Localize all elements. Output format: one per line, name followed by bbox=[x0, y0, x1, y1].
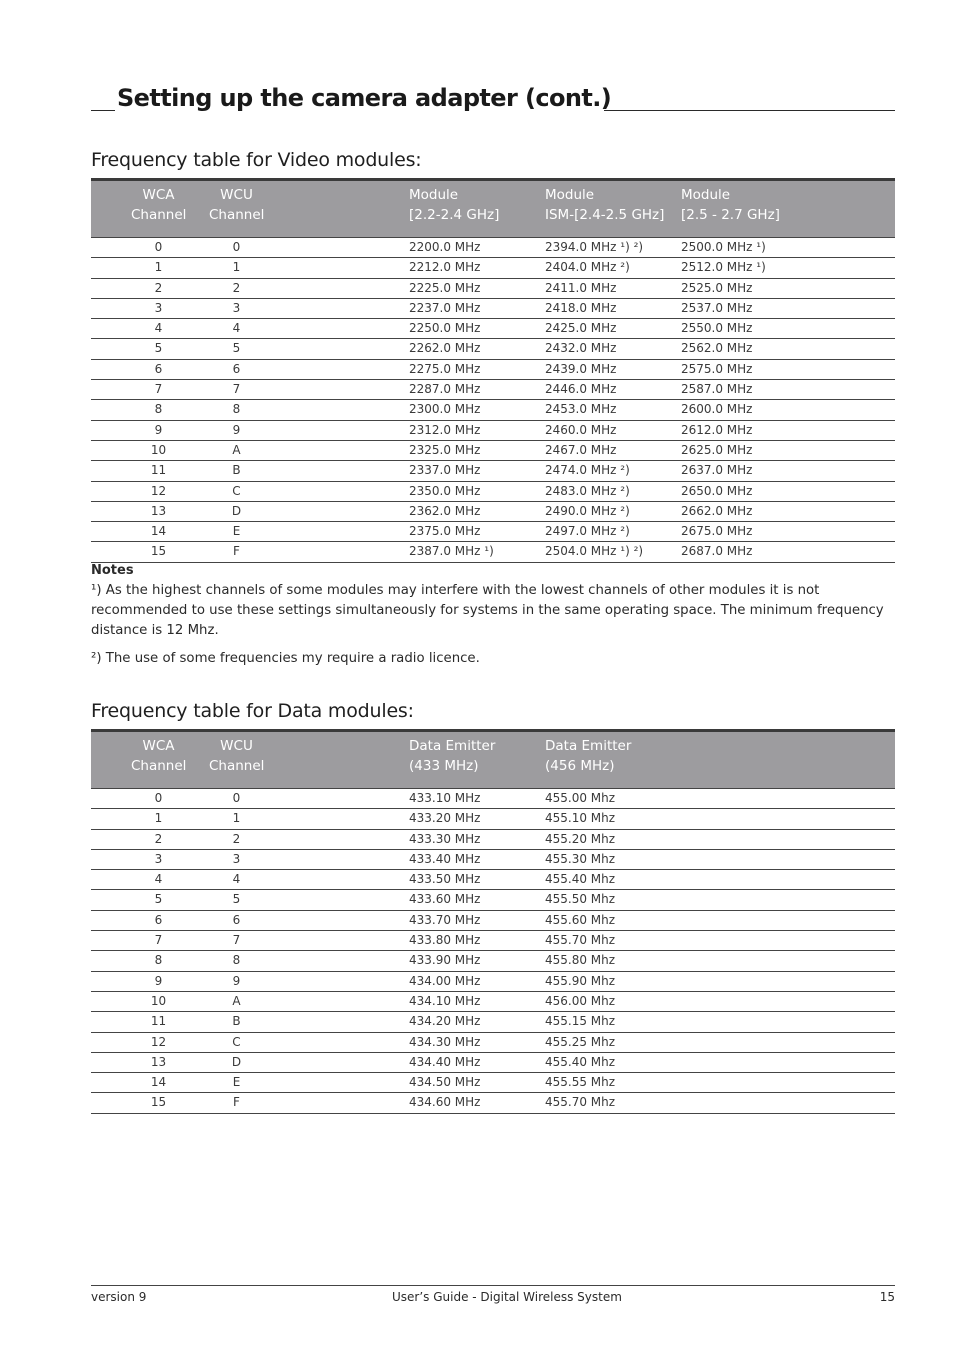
table-cell: 455.30 Mhz bbox=[545, 851, 616, 866]
table-cell: 433.20 MHz bbox=[409, 811, 481, 826]
header-wcu-channel: WCU Channel bbox=[209, 738, 265, 774]
table-cell: 455.50 Mhz bbox=[545, 892, 616, 907]
table-cell: 455.55 Mhz bbox=[545, 1075, 616, 1090]
table-cell: 2404.0 MHz ²) bbox=[545, 260, 630, 275]
table-row bbox=[91, 1033, 895, 1053]
header-data-emitter-456: Data Emitter (456 MHz) bbox=[545, 738, 632, 774]
table-cell: 433.50 MHz bbox=[409, 872, 481, 887]
table-cell: 2439.0 MHz bbox=[545, 361, 617, 376]
table-cell: 3 bbox=[154, 300, 163, 315]
table-cell: 455.80 Mhz bbox=[545, 953, 616, 968]
table-cell: 5 bbox=[232, 341, 241, 356]
table-cell: 7 bbox=[232, 933, 241, 948]
table-row bbox=[91, 522, 895, 542]
table-cell: 2300.0 MHz bbox=[409, 402, 481, 417]
table-cell: 455.90 Mhz bbox=[545, 973, 616, 988]
table-cell: 1 bbox=[232, 260, 241, 275]
note-1: ¹) As the highest channels of some modules may interfere with the lowest channels of other modules it is not recommended to use these settings simultaneously for systems in the same operating space. The minimum frequency distance is 12 Mhz. bbox=[91, 583, 884, 638]
table-row bbox=[91, 319, 895, 339]
table-cell: 8 bbox=[154, 953, 163, 968]
page-header bbox=[91, 84, 895, 116]
notes-section bbox=[91, 561, 899, 669]
table-cell: A bbox=[232, 442, 241, 457]
table-cell: 6 bbox=[154, 361, 163, 376]
header-module-ism: Module ISM-[2.4-2.5 GHz] bbox=[545, 187, 665, 223]
table-cell: 12 bbox=[150, 1034, 167, 1049]
table-cell: 2425.0 MHz bbox=[545, 321, 617, 336]
notes-heading: Notes bbox=[91, 563, 134, 578]
table-cell: 2325.0 MHz bbox=[409, 442, 481, 457]
table-cell: 0 bbox=[232, 240, 241, 254]
table-cell: 4 bbox=[232, 321, 241, 336]
table-cell: 2504.0 MHz ¹) ²) bbox=[545, 544, 644, 559]
table-cell: C bbox=[232, 1034, 241, 1049]
table-cell: 14 bbox=[150, 524, 167, 539]
table-cell: 9 bbox=[232, 422, 241, 437]
table-cell: 2200.0 MHz bbox=[409, 240, 481, 254]
video-table-title: Frequency table for Video modules: bbox=[91, 149, 422, 171]
table-cell: 2337.0 MHz bbox=[409, 463, 481, 478]
table-cell: 12 bbox=[150, 483, 167, 498]
video-frequency-table bbox=[91, 178, 895, 563]
table-cell: 7 bbox=[232, 382, 241, 397]
table-cell: F bbox=[233, 1095, 240, 1110]
table-cell: 7 bbox=[154, 933, 163, 948]
title-rule-left bbox=[91, 110, 115, 111]
note-2: ²) The use of some frequencies my require a radio licence. bbox=[91, 651, 480, 666]
table-cell: 9 bbox=[154, 422, 163, 437]
table-cell: 2650.0 MHz bbox=[681, 483, 753, 498]
table-cell: 5 bbox=[232, 892, 241, 907]
table-row bbox=[91, 360, 895, 380]
table-cell: 8 bbox=[154, 402, 163, 417]
table-cell: 1 bbox=[154, 260, 163, 275]
table-row bbox=[91, 258, 895, 278]
data-table-body bbox=[91, 789, 895, 1114]
header-wca-channel: WCA Channel bbox=[131, 187, 187, 223]
table-row bbox=[91, 830, 895, 850]
table-row bbox=[91, 1012, 895, 1032]
table-cell: 14 bbox=[150, 1075, 167, 1090]
table-cell: 2687.0 MHz bbox=[681, 544, 753, 559]
page-title: Setting up the camera adapter (cont.) bbox=[117, 84, 612, 112]
table-cell: 455.60 Mhz bbox=[545, 912, 616, 927]
table-cell: 2446.0 MHz bbox=[545, 382, 617, 397]
table-row bbox=[91, 1073, 895, 1093]
table-cell: 13 bbox=[150, 503, 167, 518]
table-cell: 10 bbox=[150, 442, 167, 457]
table-cell: 4 bbox=[232, 872, 241, 887]
table-cell: 3 bbox=[154, 851, 163, 866]
table-cell: 4 bbox=[154, 872, 163, 887]
table-cell: 9 bbox=[154, 973, 163, 988]
table-cell: 3 bbox=[232, 300, 241, 315]
table-cell: 433.80 MHz bbox=[409, 933, 481, 948]
table-cell: 455.70 Mhz bbox=[545, 1095, 616, 1110]
table-cell: 2525.0 MHz bbox=[681, 280, 753, 295]
table-row bbox=[91, 911, 895, 931]
table-cell: 9 bbox=[232, 973, 241, 988]
table-cell: 0 bbox=[154, 791, 163, 805]
table-row bbox=[91, 461, 895, 481]
data-frequency-table bbox=[91, 729, 895, 1114]
table-row bbox=[91, 992, 895, 1012]
video-table-header bbox=[91, 178, 895, 237]
table-row bbox=[91, 400, 895, 420]
header-wcu-channel: WCU Channel bbox=[209, 187, 265, 223]
table-row bbox=[91, 972, 895, 992]
table-cell: 2418.0 MHz bbox=[545, 300, 617, 315]
table-cell: 433.60 MHz bbox=[409, 892, 481, 907]
table-cell: 455.10 Mhz bbox=[545, 811, 616, 826]
table-cell: 2275.0 MHz bbox=[409, 361, 481, 376]
table-cell: 5 bbox=[154, 341, 163, 356]
table-row bbox=[91, 380, 895, 400]
table-cell: 434.40 MHz bbox=[409, 1054, 481, 1069]
header-wca-channel: WCA Channel bbox=[131, 738, 187, 774]
table-cell: 2637.0 MHz bbox=[681, 463, 753, 478]
table-cell: 0 bbox=[232, 791, 241, 805]
table-cell: 6 bbox=[154, 912, 163, 927]
table-cell: 434.00 MHz bbox=[409, 973, 481, 988]
table-row bbox=[91, 279, 895, 299]
table-cell: 2467.0 MHz bbox=[545, 442, 617, 457]
table-cell: E bbox=[232, 1075, 241, 1090]
table-cell: 434.10 MHz bbox=[409, 993, 481, 1008]
table-row bbox=[91, 890, 895, 910]
table-cell: 434.60 MHz bbox=[409, 1095, 481, 1110]
table-row bbox=[91, 441, 895, 461]
table-cell: 2625.0 MHz bbox=[681, 442, 753, 457]
table-cell: 2362.0 MHz bbox=[409, 503, 481, 518]
table-cell: 2250.0 MHz bbox=[409, 321, 481, 336]
table-cell: 2575.0 MHz bbox=[681, 361, 753, 376]
video-table-body bbox=[91, 238, 895, 563]
table-cell: 15 bbox=[150, 1095, 167, 1110]
table-cell: D bbox=[231, 503, 242, 518]
table-cell: 2550.0 MHz bbox=[681, 321, 753, 336]
table-cell: 455.70 Mhz bbox=[545, 933, 616, 948]
table-cell: 2662.0 MHz bbox=[681, 503, 753, 518]
table-cell: 455.20 Mhz bbox=[545, 831, 616, 846]
table-cell: 2675.0 MHz bbox=[681, 524, 753, 539]
table-cell: 434.30 MHz bbox=[409, 1034, 481, 1049]
table-cell: 455.25 Mhz bbox=[545, 1034, 616, 1049]
table-cell: 2350.0 MHz bbox=[409, 483, 481, 498]
table-cell: 433.70 MHz bbox=[409, 912, 481, 927]
table-cell: 2490.0 MHz ²) bbox=[545, 503, 630, 518]
table-row bbox=[91, 502, 895, 522]
table-cell: 2 bbox=[232, 280, 241, 295]
table-cell: 2587.0 MHz bbox=[681, 382, 753, 397]
table-cell: 2312.0 MHz bbox=[409, 422, 481, 437]
table-cell: 2453.0 MHz bbox=[545, 402, 617, 417]
table-cell: B bbox=[232, 463, 241, 478]
footer-page-number: 15 bbox=[879, 1290, 895, 1304]
table-cell: 2262.0 MHz bbox=[409, 341, 481, 356]
table-cell: 2394.0 MHz ¹) ²) bbox=[545, 240, 644, 254]
table-cell: 433.90 MHz bbox=[409, 953, 481, 968]
table-cell: 15 bbox=[150, 544, 167, 559]
table-cell: 456.00 Mhz bbox=[545, 993, 616, 1008]
table-cell: 4 bbox=[154, 321, 163, 336]
table-row bbox=[91, 931, 895, 951]
table-cell: 455.40 Mhz bbox=[545, 872, 616, 887]
table-row bbox=[91, 482, 895, 502]
table-cell: 2612.0 MHz bbox=[681, 422, 753, 437]
table-cell: 2 bbox=[154, 831, 163, 846]
table-cell: 434.20 MHz bbox=[409, 1014, 481, 1029]
table-cell: 2375.0 MHz bbox=[409, 524, 481, 539]
table-row bbox=[91, 421, 895, 441]
table-cell: F bbox=[233, 544, 240, 559]
table-cell: 8 bbox=[232, 953, 241, 968]
table-cell: 6 bbox=[232, 361, 241, 376]
table-row bbox=[91, 809, 895, 829]
table-cell: 2432.0 MHz bbox=[545, 341, 617, 356]
table-cell: 2411.0 MHz bbox=[545, 280, 617, 295]
table-row bbox=[91, 1093, 895, 1113]
table-cell: 10 bbox=[150, 993, 167, 1008]
table-row bbox=[91, 238, 895, 258]
footer-guide-title: User’s Guide - Digital Wireless System bbox=[392, 1290, 622, 1304]
table-cell: E bbox=[232, 524, 241, 539]
table-cell: 433.40 MHz bbox=[409, 851, 481, 866]
header-data-emitter-433: Data Emitter (433 MHz) bbox=[409, 738, 496, 774]
header-module-2-2: Module [2.2-2.4 GHz] bbox=[409, 187, 500, 223]
table-cell: 455.40 Mhz bbox=[545, 1054, 616, 1069]
table-cell: 11 bbox=[150, 1014, 167, 1029]
table-cell: 5 bbox=[154, 892, 163, 907]
table-cell: 2537.0 MHz bbox=[681, 300, 753, 315]
table-row bbox=[91, 789, 895, 809]
table-cell: 2212.0 MHz bbox=[409, 260, 481, 275]
table-cell: 11 bbox=[150, 463, 167, 478]
footer-rule bbox=[91, 1285, 895, 1286]
table-row bbox=[91, 951, 895, 971]
table-cell: 434.50 MHz bbox=[409, 1075, 481, 1090]
table-cell: 2287.0 MHz bbox=[409, 382, 481, 397]
table-cell: 433.30 MHz bbox=[409, 831, 481, 846]
title-rule-right bbox=[604, 110, 895, 111]
table-row bbox=[91, 542, 895, 562]
table-cell: 2497.0 MHz ²) bbox=[545, 524, 630, 539]
table-cell: 2600.0 MHz bbox=[681, 402, 753, 417]
table-cell: 2500.0 MHz ¹) bbox=[681, 240, 766, 254]
data-table-header bbox=[91, 729, 895, 788]
table-row bbox=[91, 339, 895, 359]
table-cell: 2387.0 MHz ¹) bbox=[409, 544, 494, 559]
table-row bbox=[91, 299, 895, 319]
table-cell: D bbox=[231, 1054, 242, 1069]
data-table-title: Frequency table for Data modules: bbox=[91, 700, 414, 722]
table-cell: 2237.0 MHz bbox=[409, 300, 481, 315]
footer-version: version 9 bbox=[91, 1290, 147, 1304]
table-row bbox=[91, 1053, 895, 1073]
table-cell: 455.00 Mhz bbox=[545, 791, 616, 805]
table-cell: A bbox=[232, 993, 241, 1008]
table-cell: 2460.0 MHz bbox=[545, 422, 617, 437]
table-cell: 0 bbox=[154, 240, 163, 254]
table-cell: 455.15 Mhz bbox=[545, 1014, 616, 1029]
table-cell: 2483.0 MHz ²) bbox=[545, 483, 630, 498]
table-cell: 8 bbox=[232, 402, 241, 417]
table-cell: 7 bbox=[154, 382, 163, 397]
table-cell: 2 bbox=[154, 280, 163, 295]
table-cell: 6 bbox=[232, 912, 241, 927]
table-cell: 3 bbox=[232, 851, 241, 866]
table-cell: 2 bbox=[232, 831, 241, 846]
table-cell: 1 bbox=[154, 811, 163, 826]
table-cell: 2562.0 MHz bbox=[681, 341, 753, 356]
table-cell: 2225.0 MHz bbox=[409, 280, 481, 295]
table-row bbox=[91, 870, 895, 890]
table-cell: 2474.0 MHz ²) bbox=[545, 463, 630, 478]
table-row bbox=[91, 850, 895, 870]
table-cell: C bbox=[232, 483, 241, 498]
table-cell: 2512.0 MHz ¹) bbox=[681, 260, 766, 275]
table-cell: 1 bbox=[232, 811, 241, 826]
header-module-2-5: Module [2.5 - 2.7 GHz] bbox=[681, 187, 780, 223]
table-cell: 433.10 MHz bbox=[409, 791, 481, 805]
table-cell: B bbox=[232, 1014, 241, 1029]
table-cell: 13 bbox=[150, 1054, 167, 1069]
